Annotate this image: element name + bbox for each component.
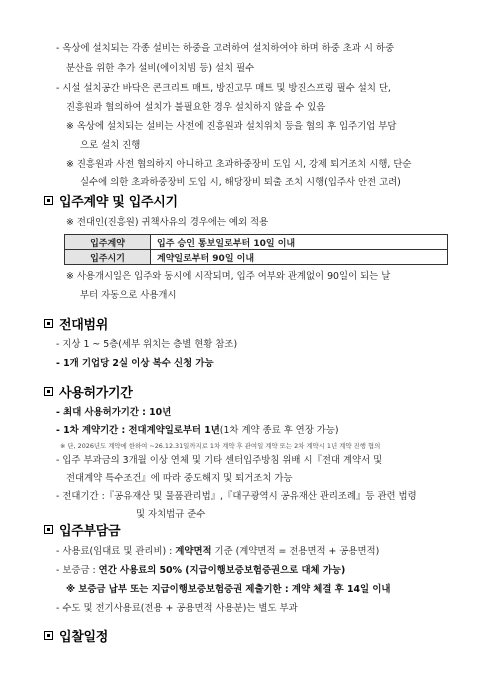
section-bullet-icon — [44, 319, 53, 328]
intro-line-3: - 시설 설치공간 바닥은 콘크리트 매트, 방진고무 매트 및 방진스프링 필수 설치 단, — [56, 83, 391, 94]
period-item-2-bold: - 1차 계약기간 : 전대계약일로부터 1년 — [56, 425, 220, 436]
table-row — [65, 250, 448, 265]
intro-line-5: ※ 옥상에 설치되는 설비는 사전에 진흥원과 설치위치 등을 협의 후 입주기업 부담 — [66, 121, 397, 132]
period-item-2-rest: (1차 계약 종료 후 연장 가능) — [219, 425, 339, 436]
section-heading-period — [44, 386, 133, 402]
fee-item-3: ※ 보증금 납부 또는 지급이행보증보험증권 제출기한 : 계약 체결 후 14일 이내 — [66, 584, 391, 595]
intro-line-8: 실수에 의한 초과하중장비 도입 시, 해당장비 퇴출 조치 시행(입주사 안전 고려) — [80, 177, 401, 188]
period-item-3b: 전대계약 특수조건』에 따라 중도해지 및 퇴거조치 가능 — [66, 473, 293, 484]
table-cell-key: 입주시기 — [65, 250, 151, 265]
table-cell-value: 계약일로부터 90일 이내 — [151, 250, 448, 265]
table-cell-value: 입주 승인 통보일로부터 10일 이내 — [151, 235, 448, 250]
intro-line-4: 진흥원과 협의하여 설치가 불필요한 경우 설치하지 않을 수 있음 — [66, 102, 326, 113]
section-heading-scope — [44, 318, 108, 334]
usage-note-line-1: ※ 사용개시일은 입주와 동시에 시작되며, 입주 여부와 관계없이 90일이 되는 날 — [66, 271, 391, 282]
scope-item-2: - 1개 기업당 2실 이상 복수 신청 가능 — [56, 358, 214, 369]
fee-item-2 — [56, 564, 345, 577]
table-row — [65, 235, 448, 250]
scope-item-1: - 지상 1 ~ 5층(세부 위치는 층별 현황 참조) — [56, 339, 238, 350]
contract-table — [64, 234, 448, 265]
section-title: 입찰일정 — [59, 630, 109, 645]
period-item-4a: - 전대기간 :『공유재산 및 물품관리법』,『대구광역시 공유재산 관리조례』등 관련 법령 — [56, 491, 417, 502]
fee-item-1-bold: 계약면적 — [175, 546, 212, 557]
period-item-4b: 및 자치법규 준수 — [136, 509, 206, 520]
table-cell-key: 입주계약 — [65, 235, 151, 250]
section-heading-schedule — [44, 630, 108, 646]
period-fineprint: ※ 단, 2026년도 계약에 한하여 ~26.12.31일까지로 1차 계약 후 관여일 계약 또는 2차 계약시 1년 계약 진행 협의 — [60, 442, 381, 450]
contract-note: ※ 전대인(진흥원) 귀책사유의 경우에는 예외 적용 — [66, 217, 269, 228]
fee-item-1-post: 기준 (계약면적 = 전용면적 + 공용면적) — [211, 546, 380, 557]
usage-note-line-2: 부터 자동으로 사용개시 — [80, 290, 177, 301]
section-bullet-icon — [44, 631, 53, 640]
section-heading-contract — [44, 195, 178, 211]
section-title: 입주계약 및 입주시기 — [59, 195, 178, 210]
fee-item-4: - 수도 및 전기사용료(전용 + 공용면적 사용분)는 별도 부과 — [56, 603, 298, 614]
section-bullet-icon — [44, 387, 53, 396]
period-item-1: - 최대 사용허가기간 : 10년 — [56, 407, 172, 418]
intro-line-2: 분산을 위한 추가 설비(에이치빔 등) 설치 필수 — [66, 63, 255, 74]
section-title: 입주부담금 — [59, 524, 121, 539]
section-bullet-icon — [44, 196, 53, 205]
intro-line-7: ※ 진흥원과 사전 협의하지 아니하고 초과하중장비 도입 시, 강제 퇴거조치 시행, 단순 — [66, 159, 412, 170]
section-title: 전대범위 — [59, 318, 109, 333]
fee-item-1-pre: - 사용료(임대료 및 관리비) : — [56, 546, 176, 557]
period-item-2 — [56, 424, 339, 437]
fee-item-1 — [56, 545, 379, 558]
intro-line-1: - 옥상에 설치되는 각종 설비는 하중을 고려하여 설치하여야 하며 하중 초과 시 하중 — [56, 43, 395, 54]
fee-item-2-pre: - 보증금 : — [56, 565, 99, 576]
intro-line-6: 으로 설치 진행 — [80, 140, 141, 151]
fee-item-2-bold: 연간 사용료의 50% (지급이행보증보험증권으로 대체 가능) — [98, 565, 346, 576]
period-item-3a: - 입주 부과금의 3개월 이상 연체 및 기타 센터입주방침 위배 시『전대 계약서 및 — [56, 455, 383, 466]
section-title: 사용허가기간 — [59, 386, 133, 401]
section-heading-fee — [44, 524, 120, 540]
section-bullet-icon — [44, 525, 53, 534]
